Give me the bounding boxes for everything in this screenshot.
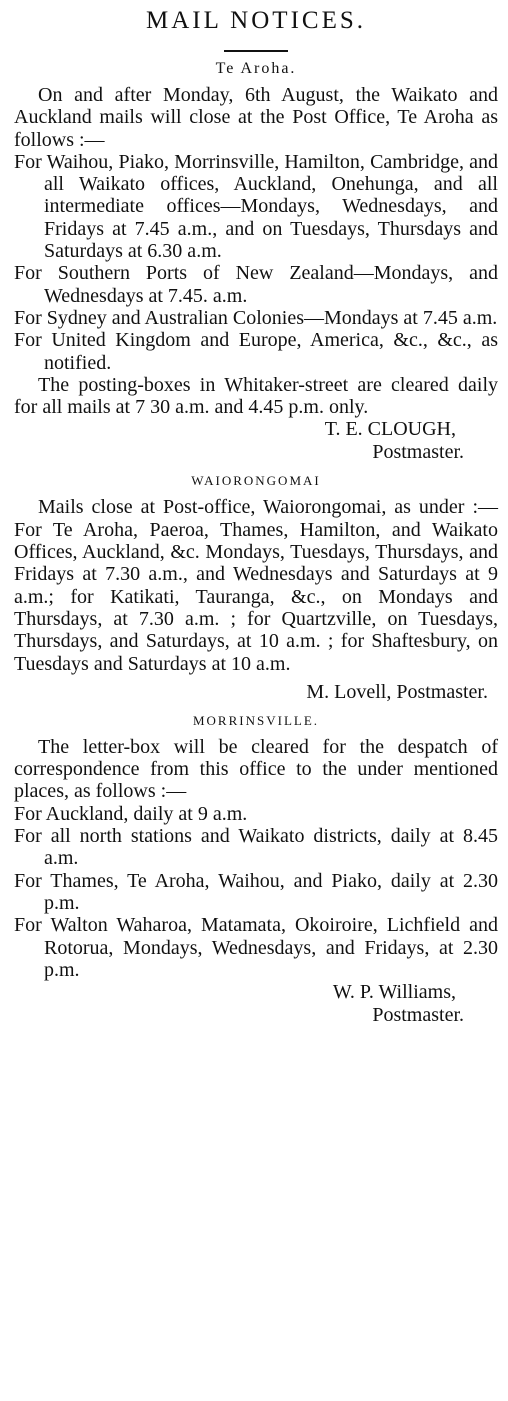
- te-aroha-item-southern: For Southern Ports of New Zealand—Mondays, and Wednesdays at 7.45. a.m.: [14, 262, 498, 307]
- waiorongomai-notice: [14, 470, 498, 703]
- masthead-rule: [224, 50, 288, 52]
- morrinsville-intro: The letter-box will be cleared for the despatch of correspondence from this office to the under mentioned places, as follows :—: [14, 735, 498, 803]
- waiorongomai-signature: M. Lovell, Postmaster.: [306, 680, 488, 703]
- morrinsville-item-auckland: For Auckland, daily at 9 a.m.: [14, 802, 248, 825]
- morrinsville-signature-name: W. P. Williams,: [332, 981, 456, 1004]
- te-aroha-intro: On and after Monday, 6th August, the Waikato and Auckland mails will close at the Post Office, Te Aroha as follows :—: [14, 84, 498, 151]
- te-aroha-item-uk: For United Kingdom and Europe, America, &c., &c., as notified.: [14, 329, 498, 374]
- te-aroha-signature-name: T. E. CLOUGH,: [324, 418, 456, 441]
- morrinsville-item-thames: For Thames, Te Aroha, Waihou, and Piako, daily at 2.30 p.m.: [14, 869, 498, 914]
- te-aroha-signature-title: Postmaster.: [372, 441, 464, 464]
- waiorongomai-heading: WAIORONGOMAI: [191, 473, 321, 489]
- morrinsville-heading: MORRINSVILLE.: [192, 712, 320, 728]
- te-aroha-notice: [14, 58, 498, 464]
- morrinsville-item-walton: For Walton Waharoa, Matamata, Okoiroire, Lichfield and Rotorua, Mondays, Wednesdays, and Fridays, at 2.30 p.m.: [14, 914, 498, 981]
- te-aroha-item-sydney: For Sydney and Australian Colonies—Mondays at 7.45 a.m.: [14, 306, 498, 329]
- morrinsville-signature-title: Postmaster.: [372, 1004, 464, 1027]
- te-aroha-item-waikato: For Waihou, Piako, Morrinsville, Hamilton, Cambridge, and all Waikato offices, Auckland, Onehunga, and all intermediate offices—Mondays, Wednesdays, and Fridays at 7.45 a.m., and on Tuesdays, Thursdays and Saturdays at 6.30 a.m.: [14, 150, 498, 263]
- te-aroha-heading: Te Aroha.: [215, 60, 297, 77]
- masthead-title: MAIL NOTICES.: [145, 7, 366, 34]
- morrinsville-item-north: For all north stations and Waikato districts, daily at 8.45 a.m.: [14, 825, 498, 870]
- waiorongomai-body: Mails close at Post-office, Waiorongomai, as under :—For Te Aroha, Paeroa, Thames, Hamilton, and Waikato Offices, Auckland, &c. Mondays, Tuesdays, Thursdays, and Fridays at 7.30 a.m., and Wednesdays and Saturdays at 9 a.m.; for Katikati, Tauranga, &c., on Mondays and Thursdays, at 7.30 a.m. ; for Quartzville, on Tuesdays, Thursdays, and Saturdays, at 10 a.m. ; for Shaftesbury, on Tuesdays and Saturdays at 10 a.m.: [14, 496, 498, 675]
- te-aroha-posting-boxes: The posting-boxes in Whitaker-street are cleared daily for all mails at 7 30 a.m. and 4.45 p.m. only.: [14, 373, 498, 419]
- morrinsville-notice: [14, 710, 498, 1027]
